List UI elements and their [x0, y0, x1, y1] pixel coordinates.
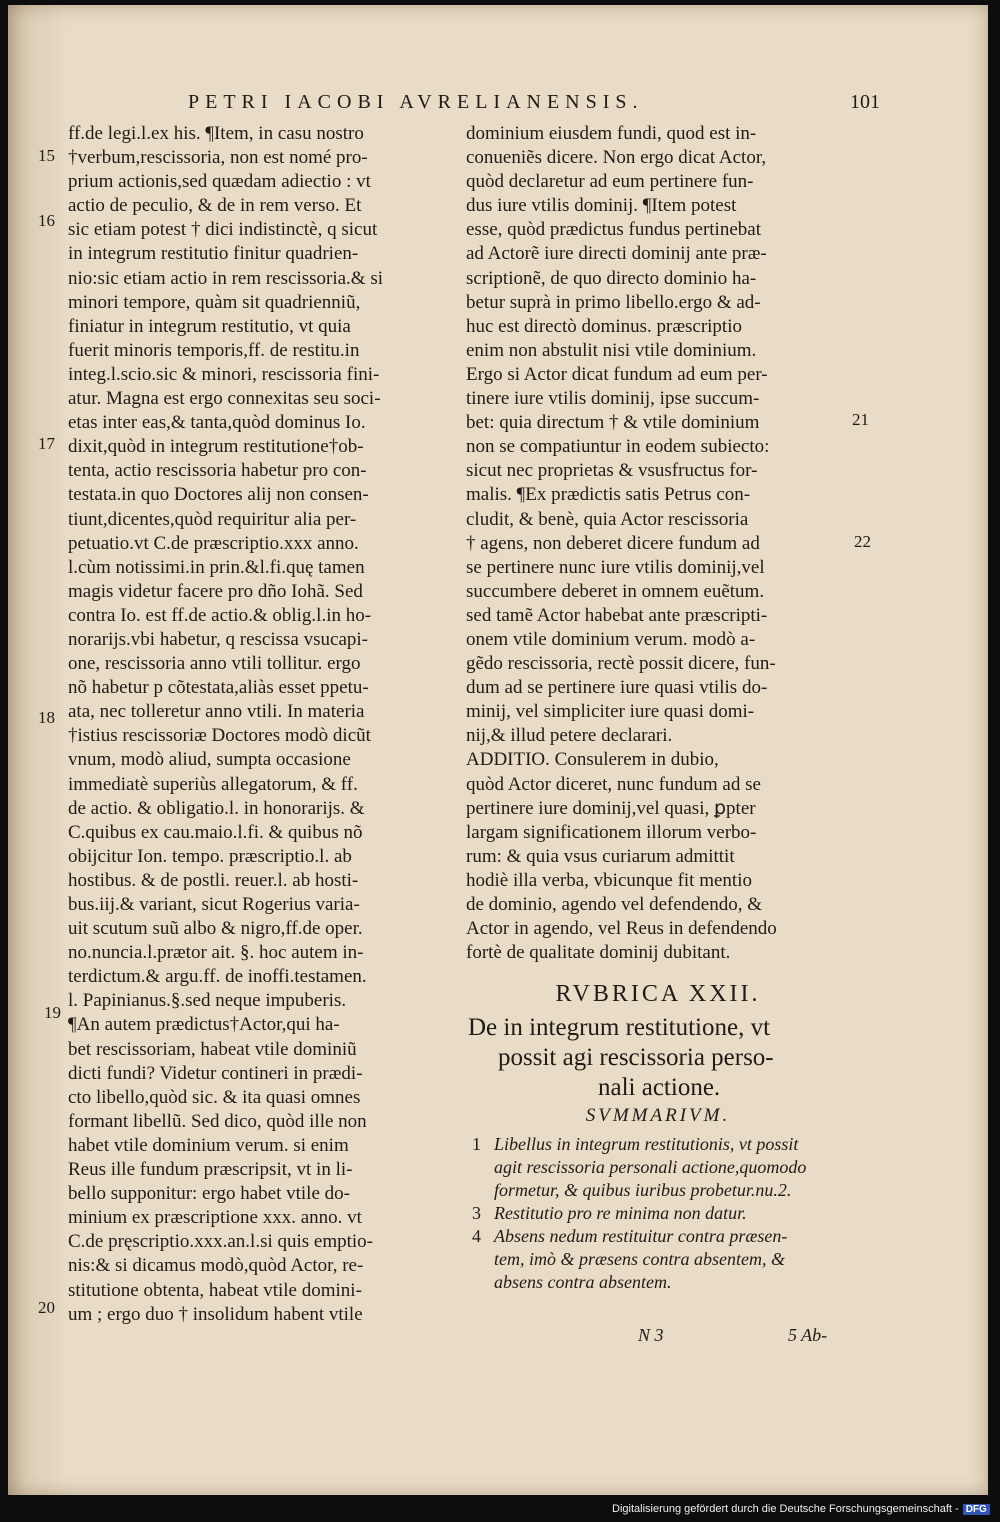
text-line: testata.in quo Doctores alij non consen- — [68, 484, 369, 506]
text-line: nis:& si dicamus modò,quòd Actor, re- — [68, 1255, 364, 1277]
text-line: hostibus. & de postli. reuer.l. ab hosti- — [68, 869, 359, 891]
text-line: ff.de legi.l.ex his. ¶Item, in casu nostro — [68, 123, 364, 144]
margin-number: 15 — [38, 146, 55, 165]
text-line: in integrum restitutio finitur quadrien- — [68, 243, 359, 265]
text-line: malis. ¶Ex prædictis satis Petrus con- — [466, 484, 751, 506]
text-line: dominium eiusdem fundi, quod est in- — [466, 123, 757, 144]
text-line: dus iure vtilis dominij. ¶Item potest — [466, 195, 737, 217]
summary-item: agit rescissoria personali actione,quomodo — [494, 1157, 807, 1177]
text-line: conueniẽs dicere. Non ergo dicat Actor, — [466, 147, 767, 169]
text-line: sed tamẽ Actor habebat ante præscripti- — [466, 604, 768, 626]
summarium-heading: SVMMARIVM. — [585, 1105, 731, 1126]
margin-number: 16 — [38, 211, 55, 230]
text-line: atur. Magna est ergo connexitas seu soci- — [68, 388, 381, 410]
text-line: immediatè superiùs allegatorum, & ff. — [68, 773, 358, 795]
text-line: vnum, modò aliud, sumpta occasione — [68, 749, 351, 771]
text-line: finiatur in integrum restitutio, vt quia — [68, 315, 351, 337]
catchword: 5 Ab- — [788, 1325, 828, 1345]
book-page — [8, 5, 988, 1495]
summary-item: 4 Absens nedum restituitur contra præsen- — [472, 1226, 788, 1246]
text-line: no.nuncia.l.prætor ait. §. hoc autem in- — [68, 942, 364, 964]
text-line: Ergo si Actor dicat fundum ad eum per- — [466, 363, 768, 385]
text-line: magis videtur facere pro dño Iohã. Sed — [68, 580, 363, 602]
text-line: ADDITIO. Consulerem in dubio, — [466, 749, 719, 771]
text-line: enim non abstulit nisi vtile dominium. — [466, 339, 757, 361]
text-line: nõ habetur p cõtestata,aliàs esset ppetu- — [68, 677, 369, 699]
text-line: minij, vel simpliciter iure quasi domi- — [466, 701, 755, 723]
text-line: l. Papinianus.§.sed neque impuberis. — [68, 990, 347, 1012]
margin-number: 18 — [38, 708, 55, 727]
text-line: minori tempore, quàm sit quadrienniũ, — [68, 291, 361, 313]
left-column — [68, 122, 452, 1327]
text-line: dixit,quòd in integrum restitutione†ob- — [68, 436, 364, 458]
text-line: pertinere iure dominij,vel quasi, ꝑpter — [466, 797, 756, 819]
text-line: non se compatiuntur in eodem subiecto: — [466, 436, 770, 458]
rubric-title-line: possit agi rescissoria perso- — [498, 1044, 774, 1071]
text-line: dum ad se pertinere iure quasi vtilis do- — [466, 677, 768, 699]
summary-item: 3 Restitutio pro re minima non datur. — [472, 1203, 747, 1223]
text-line: petuatio.vt C.de præscriptio.xxx anno. — [68, 532, 359, 554]
summary-item: 1 Libellus in integrum restitutionis, vt possit — [472, 1134, 799, 1154]
text-line: esse, quòd prædictus fundus pertinebat — [466, 219, 761, 241]
text-line: Actor in agendo, vel Reus in defendendo — [466, 918, 777, 940]
text-line: tinere iure vtilis dominij, ipse succum- — [466, 388, 760, 410]
running-header: PETRI IACOBI AVRELIANENSIS. — [188, 91, 644, 113]
text-line: integ.l.scio.sic & minori, rescissoria fini- — [68, 363, 380, 385]
text-line: rum: & quia vsus curiarum admittit — [466, 845, 735, 867]
right-column — [466, 122, 850, 965]
signature-mark: N 3 — [638, 1325, 664, 1345]
text-line: ad Actorẽ iure directi dominij ante præ- — [466, 243, 767, 265]
text-line: prium actionis,sed quædam adiectio : vt — [68, 171, 371, 193]
text-line: formant libellũ. Sed dico, quòd ille non — [68, 1110, 367, 1132]
text-line: fuerit minoris temporis,ff. de restitu.in — [68, 339, 360, 361]
text-line: C.de pręscriptio.xxx.an.l.si quis emptio- — [68, 1231, 374, 1253]
text-line: C.quibus ex cau.maio.l.fi. & quibus nõ — [68, 821, 363, 843]
text-line: bello supponitur: ergo habet vtile do- — [68, 1183, 350, 1205]
text-line: one, rescissoria anno vtili tollitur. ergo — [68, 653, 361, 675]
text-line: sic etiam potest † dici indistinctè, q sicut — [68, 219, 378, 241]
text-line: se pertinere nunc iure vtilis dominij,vel — [466, 556, 765, 578]
text-line: de dominio, agendo vel defendendo, & — [466, 894, 763, 915]
margin-number: 22 — [854, 532, 871, 551]
margin-number: 19 — [44, 1003, 61, 1022]
text-line: sicut nec proprietas & vsusfructus for- — [466, 460, 758, 482]
rubric-title — [468, 1013, 858, 1103]
digitization-credit — [612, 1503, 990, 1515]
text-line: hodiè illa verba, vbicunque fit mentio — [466, 869, 752, 891]
margin-number: 17 — [38, 434, 55, 453]
text-line: tenta, actio rescissoria habetur pro con- — [68, 460, 367, 482]
text-line: contra Io. est ff.de actio.& oblig.l.in ho- — [68, 604, 372, 626]
summarium-list — [472, 1133, 862, 1294]
text-line: minium ex præscriptione xxx. anno. vt — [68, 1207, 362, 1229]
text-line: gẽdo rescissoria, rectè possit dicere, fun- — [466, 653, 776, 675]
text-line: norarijs.vbi habetur, q rescissa vsucapi- — [68, 628, 368, 650]
text-line: † agens, non deberet dicere fundum ad — [466, 532, 760, 554]
text-line: huc est directò dominus. præscriptio — [466, 315, 742, 337]
text-line: habet vtile dominium verum. si enim — [68, 1134, 349, 1156]
text-line: actio de peculio, & de in rem verso. Et — [68, 195, 362, 217]
text-line: ¶An autem prædictus†Actor,qui ha- — [68, 1014, 340, 1036]
text-line: betur suprà in primo libello.ergo & ad- — [466, 291, 761, 313]
rubric-heading: RVBRICA XXII. — [555, 981, 761, 1007]
text-line: obijcitur Ion. tempo. præscriptio.l. ab — [68, 845, 352, 867]
text-line: nio:sic etiam actio in rem rescissoria.& si — [68, 267, 384, 289]
text-line: cto libello,quòd sic. & ita quasi omnes — [68, 1086, 361, 1108]
text-line: quòd declaretur ad eum pertinere fun- — [466, 171, 754, 193]
text-line: de actio. & obligatio.l. in honorarijs. & — [68, 797, 365, 819]
text-line: uit scutum suũ albo & nigro,ff.de oper. — [68, 918, 363, 940]
summary-item: tem, imò & præsens contra absentem, & — [494, 1249, 785, 1269]
text-line: etas inter eas,& tanta,quòd dominus Io. — [68, 412, 366, 434]
text-line: †istius rescissoriæ Doctores modò dicũt — [68, 725, 371, 747]
text-line: l.cùm notissimi.in prin.&l.fi.quę tamen — [68, 556, 365, 578]
text-line: bet rescissoriam, habeat vtile dominiũ — [68, 1038, 357, 1060]
summary-item: absens contra absentem. — [494, 1272, 672, 1292]
text-line: nij,& illud petere declarari. — [466, 725, 673, 747]
text-line: largam significationem illorum verbo- — [466, 821, 757, 843]
text-line: fortè de qualitate dominij dubitant. — [466, 942, 731, 964]
credit-text: Digitalisierung gefördert durch die Deutsche Forschungsgemeinschaft - — [612, 1503, 959, 1515]
rubric-title-line: De in integrum restitutione, vt — [468, 1014, 771, 1041]
margin-number: 21 — [852, 410, 869, 429]
page-number: 101 — [850, 91, 880, 113]
summary-item: formetur, & quibus iuribus probetur.nu.2. — [494, 1180, 792, 1200]
text-line: onem vtile dominium verum. modò a- — [466, 628, 756, 650]
text-line: succumbere deberet in omnem euẽtum. — [466, 580, 765, 602]
dfg-logo: DFG — [963, 1504, 990, 1515]
rubric-title-line: nali actione. — [598, 1074, 721, 1101]
text-line: ata, nec tolleretur anno vtili. In materia — [68, 701, 365, 723]
text-line: bet: quia directum † & vtile dominium — [466, 412, 760, 434]
text-line: tiunt,dicentes,quòd requiritur alia per- — [68, 508, 357, 530]
text-line: bus.iij.& variant, sicut Rogerius varia- — [68, 894, 360, 915]
text-line: Reus ille fundum præscripsit, vt in li- — [68, 1159, 353, 1181]
text-line: um ; ergo duo † insolidum habent vtile — [68, 1303, 363, 1325]
text-line: terdictum.& argu.ff. de inoffi.testamen. — [68, 966, 367, 988]
text-line: stitutione obtenta, habeat vtile domini- — [68, 1279, 362, 1301]
text-line: †verbum,rescissoria, non est nomé pro- — [68, 147, 368, 169]
text-line: dicti fundi? Videtur contineri in prædi- — [68, 1062, 363, 1084]
text-line: cludit, & benè, quia Actor rescissoria — [466, 508, 749, 530]
text-line: scriptionẽ, de quo directo dominio ha- — [466, 267, 757, 289]
margin-number: 20 — [38, 1298, 55, 1317]
text-line: quòd Actor diceret, nunc fundum ad se — [466, 773, 761, 795]
